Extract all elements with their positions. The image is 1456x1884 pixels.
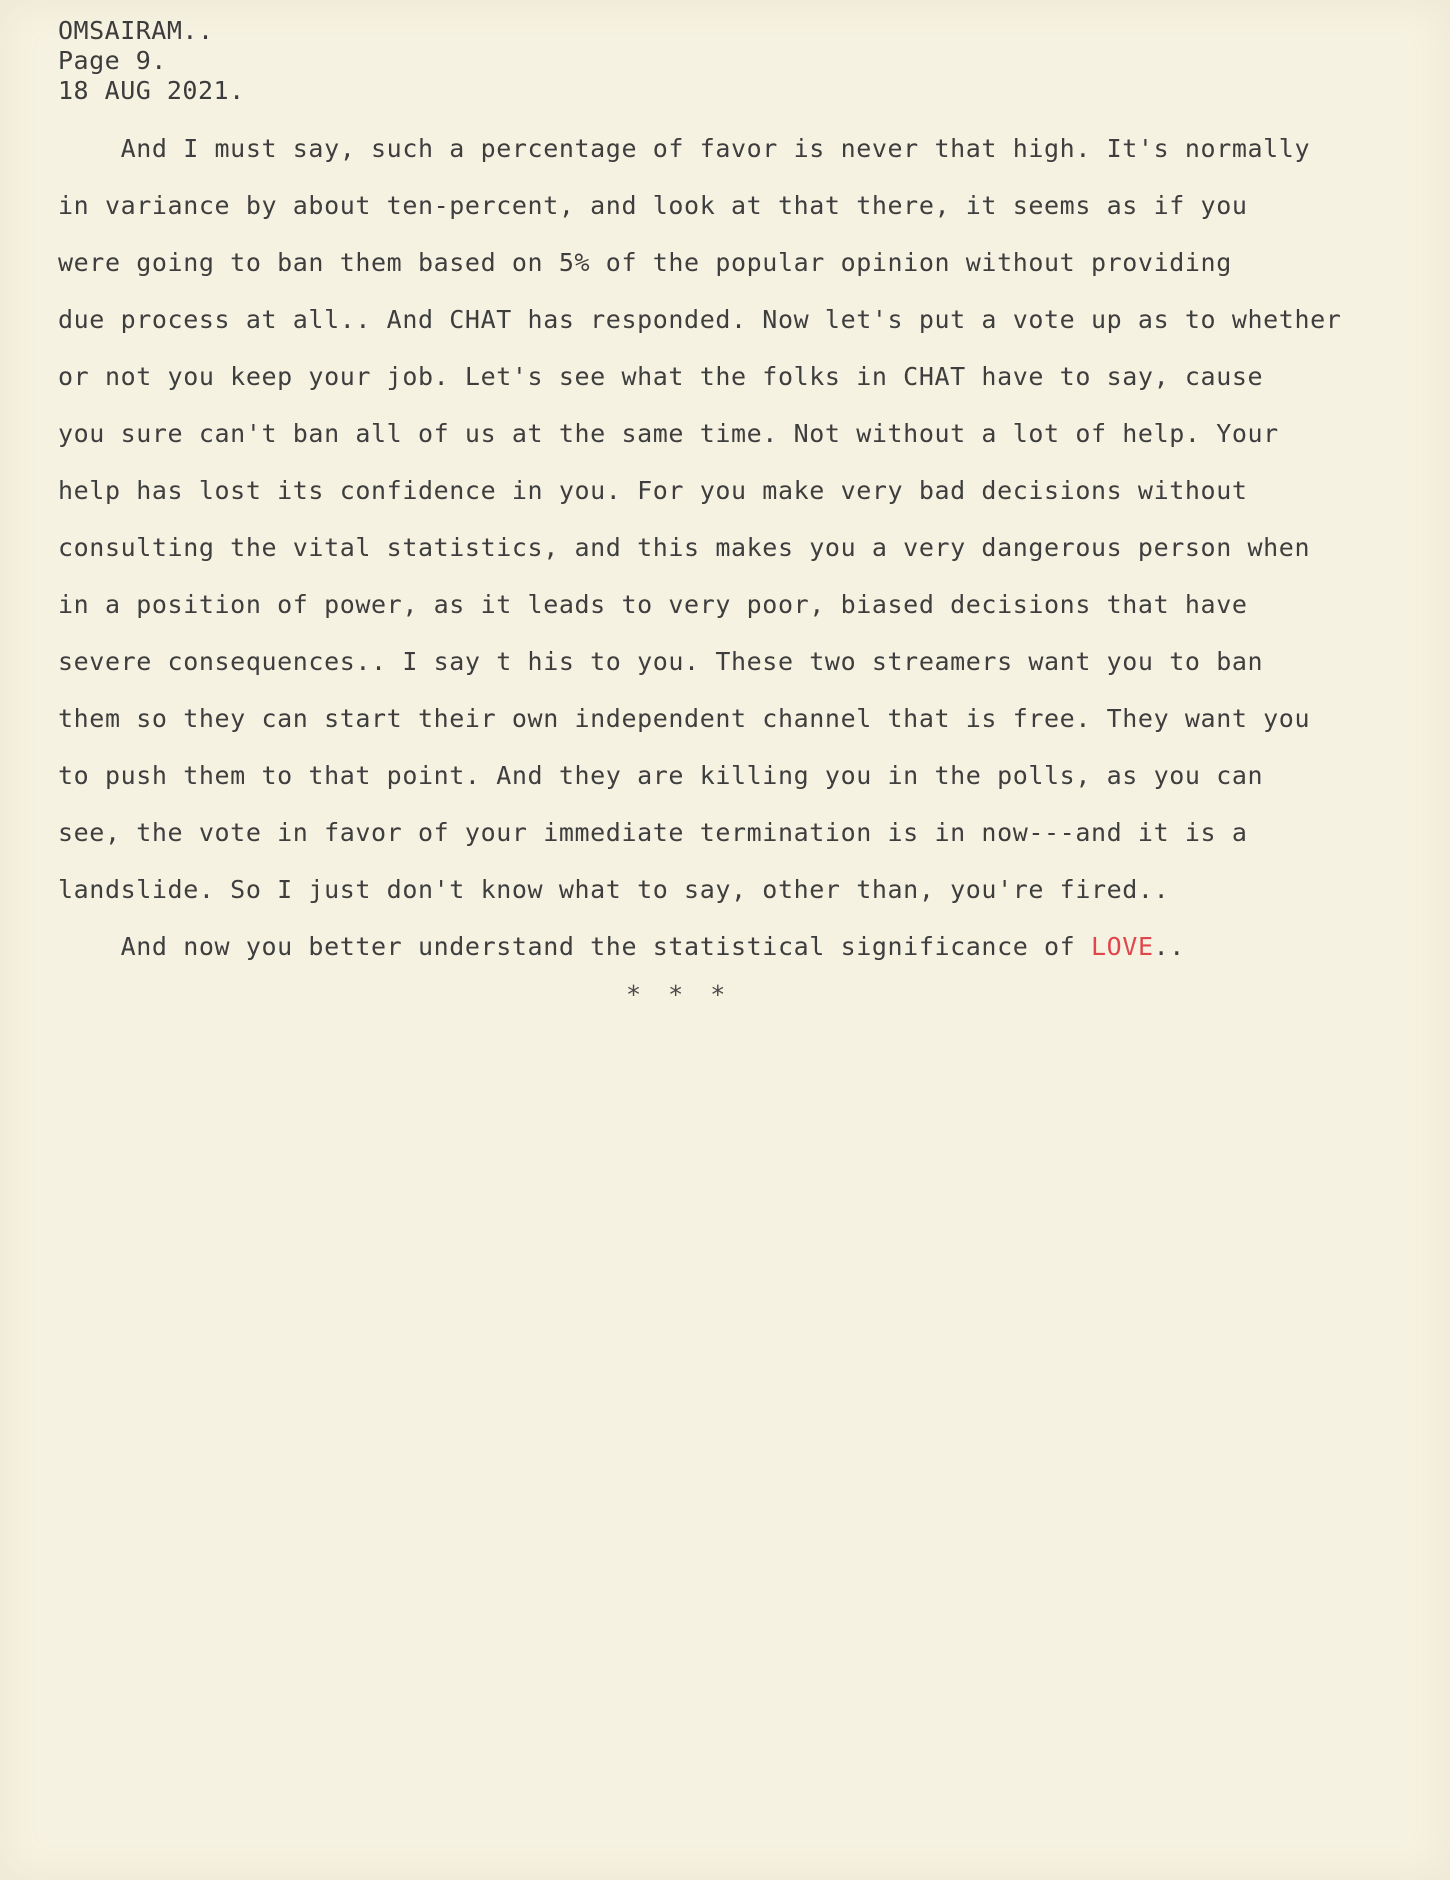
text-line: consulting the vital statistics, and this makes you a very dangerous person when [58,533,1311,562]
text-line: were going to ban them based on 5% of the popular opinion without providing [58,248,1232,277]
text-line: severe consequences.. I say t his to you. These two streamers want you to ban [58,647,1264,676]
text-line: them so they can start their own independent channel that is free. They want you [58,704,1311,733]
text-line: to push them to that point. And they are killing you in the polls, as you can [58,761,1264,790]
closing-line [58,918,1448,975]
text-line: in variance by about ten-percent, and look at that there, it seems as if you [58,191,1248,220]
text-line: landslide. So I just don't know what to say, other than, you're fired.. [58,875,1170,904]
text-line: or not you keep your job. Let's see what the folks in CHAT have to say, cause [58,362,1264,391]
text-line: see, the vote in favor of your immediate termination is in now---and it is a [58,818,1248,847]
page-header [58,16,245,106]
text-line: And I must say, such a percentage of favor is never that high. It's normally [58,134,1311,163]
closing-line-text: And now you better understand the statistical significance of [58,932,1091,961]
body-text [58,120,1448,975]
page-number: Page 9. [58,46,167,75]
page-date: 18 AUG 2021. [58,76,245,105]
text-line: you sure can't ban all of us at the same time. Not without a lot of help. Your [58,419,1279,448]
header-title: OMSAIRAM.. [58,16,214,45]
love-word: LOVE [1090,932,1154,961]
text-line: help has lost its confidence in you. For you make very bad decisions without [58,476,1248,505]
text-line: due process at all.. And CHAT has responded. Now let's put a vote up as to whether [58,305,1342,334]
text-line: in a position of power, as it leads to very poor, biased decisions that have [58,590,1248,619]
section-separator: * * * [626,980,732,1009]
closing-punctuation: .. [1153,932,1185,961]
